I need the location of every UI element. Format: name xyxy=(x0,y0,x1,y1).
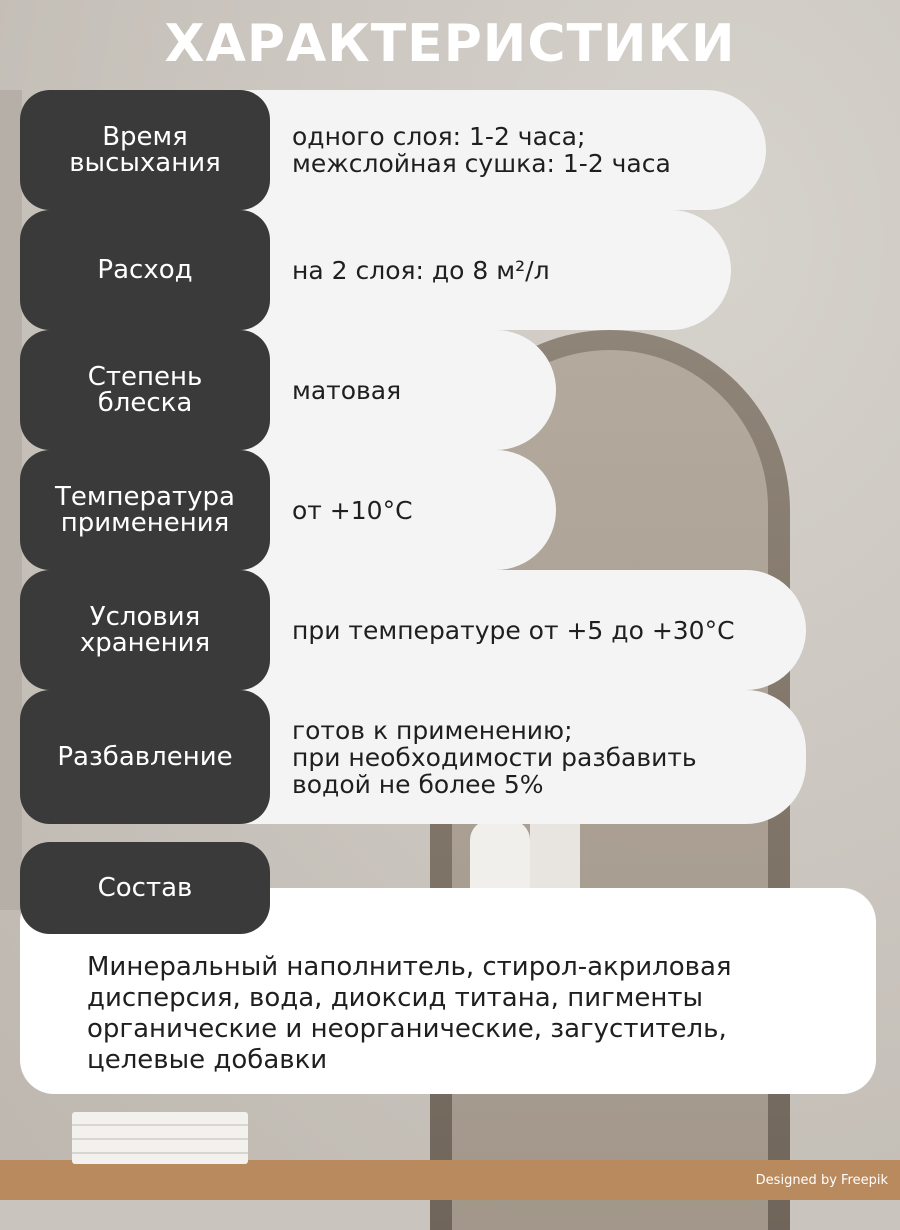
composition-label: Состав xyxy=(20,842,270,934)
background-wall-panel xyxy=(0,90,22,910)
credit-text: Designed by Freepik xyxy=(755,1173,888,1188)
spec-value: одного слоя: 1-2 часа; межслойная сушка: 1-2 часа xyxy=(240,90,766,210)
spec-label: Условия хранения xyxy=(20,570,270,690)
spec-label: Разбавление xyxy=(20,690,270,824)
spec-label: Время высыхания xyxy=(20,90,270,210)
spec-label: Температура применения xyxy=(20,450,270,570)
page-title: ХАРАКТЕРИСТИКИ xyxy=(164,14,736,74)
composition-text: Минеральный наполнитель, стирол-акриловая дисперсия, вода, диоксид титана, пигменты органические и неорганические, загуститель, целевые добавки xyxy=(87,952,732,1075)
spec-value: при температуре от +5 до +30°С xyxy=(240,570,806,690)
spec-label: Степень блеска xyxy=(20,330,270,450)
background-books xyxy=(72,1112,248,1164)
spec-value: матовая xyxy=(240,330,556,450)
spec-label: Расход xyxy=(20,210,270,330)
spec-value: готов к применению; при необходимости разбавить водой не более 5% xyxy=(240,690,806,824)
spec-value: на 2 слоя: до 8 м²/л xyxy=(240,210,731,330)
spec-value: от +10°С xyxy=(240,450,556,570)
